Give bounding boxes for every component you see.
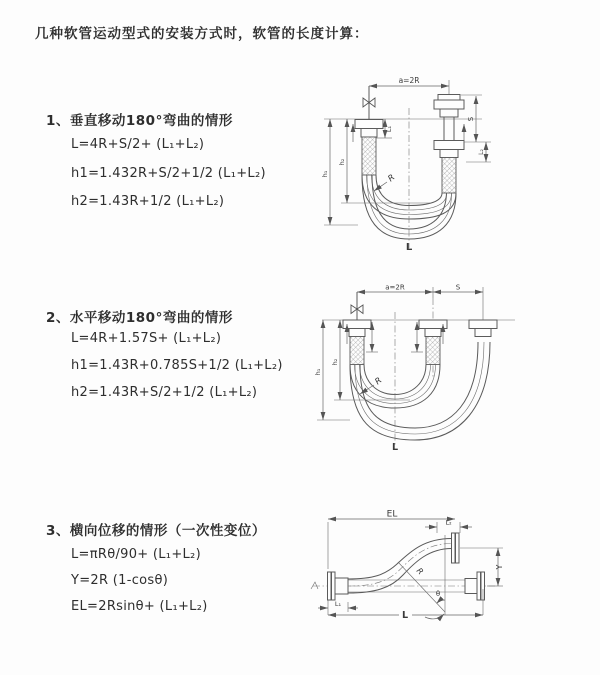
section-1-heading: 1、垂直移动180°弯曲的情形 (46, 113, 233, 129)
label-l2: L₂ (478, 149, 485, 155)
left-flange (328, 572, 349, 600)
label-y: Y (495, 564, 504, 570)
section-2-formula-h2: h2=1.43R+S/2+1/2 (L₁+L₂) (71, 385, 258, 400)
label-h2: h₂ (331, 358, 339, 366)
dimension-a2r (369, 76, 449, 94)
dimension-h1 (314, 320, 350, 420)
page-title: 几种软管运动型式的安装方式时，软管的长度计算： (35, 26, 369, 42)
dimension-l1 (318, 600, 358, 612)
label-s: S (455, 283, 461, 292)
dimension-h1 (321, 119, 358, 225)
label-l1: L₁ (385, 125, 393, 133)
label-h1: h₁ (321, 170, 329, 178)
diagram-horizontal-180-bend (310, 282, 600, 454)
section-1-formula-L: L=4R+S/2+ (L₁+L₂) (71, 137, 205, 152)
section-2-formula-L: L=4R+1.57S+ (L₁+L₂) (71, 331, 222, 346)
dimension-h2 (338, 119, 430, 203)
label-r: R (386, 172, 398, 185)
dimension-s (433, 284, 483, 321)
right-pipe-assembly (434, 95, 464, 194)
dimension-a2r (357, 284, 433, 299)
dimension-h2 (331, 320, 410, 400)
label-l: L (405, 242, 413, 253)
label-l1: L₁ (334, 600, 342, 608)
upper-right-flange (452, 533, 460, 563)
straight-pipe-initial (348, 580, 465, 592)
dimension-el (328, 510, 455, 570)
pipe-break-mark (311, 582, 318, 589)
left-pipe-assembly (355, 86, 383, 175)
radius-leader (374, 173, 397, 191)
section-3-formula-Y: Y=2R (1-cosθ) (71, 573, 169, 588)
dimension-l (328, 589, 483, 621)
label-a2r: a=2R (385, 283, 405, 292)
dimension-l2 (464, 142, 491, 162)
section-3-heading: 3、横向位移的情形（一次性变位） (46, 523, 266, 539)
label-h2: h₂ (338, 158, 346, 166)
s-curve-hose (348, 539, 452, 594)
label-a2r: a=2R (398, 76, 420, 85)
label-r: R (373, 375, 385, 388)
diagram-vertical-180-bend (310, 72, 595, 262)
lower-right-flange (465, 572, 485, 600)
radius-leader (398, 562, 445, 612)
label-theta: θ (435, 590, 441, 598)
section-1-formula-h2: h2=1.43R+1/2 (L₁+L₂) (71, 194, 225, 209)
label-s: S (467, 116, 475, 122)
label-el: EL (386, 509, 398, 520)
dimension-l2 (425, 519, 472, 534)
section-3-formula-EL: EL=2Rsinθ+ (L₁+L₂) (71, 599, 208, 614)
section-2-formula-h1: h1=1.43R+0.785S+1/2 (L₁+L₂) (71, 358, 283, 373)
pipe-3-assembly (469, 320, 497, 337)
section-2-heading: 2、水平移动180°弯曲的情形 (46, 310, 233, 326)
label-l: L (391, 442, 399, 453)
label-l: L (401, 610, 409, 621)
label-r: R (414, 566, 426, 577)
hose-u-bend-arcs (350, 342, 490, 440)
section-3-formula-L: L=πRθ/90+ (L₁+L₂) (71, 547, 201, 562)
diagram-lateral-displacement (305, 505, 600, 630)
section-1-formula-h1: h1=1.432R+S/2+1/2 (L₁+L₂) (71, 166, 266, 181)
label-h1: h₁ (314, 368, 322, 376)
label-l2: L₂ (445, 518, 452, 527)
